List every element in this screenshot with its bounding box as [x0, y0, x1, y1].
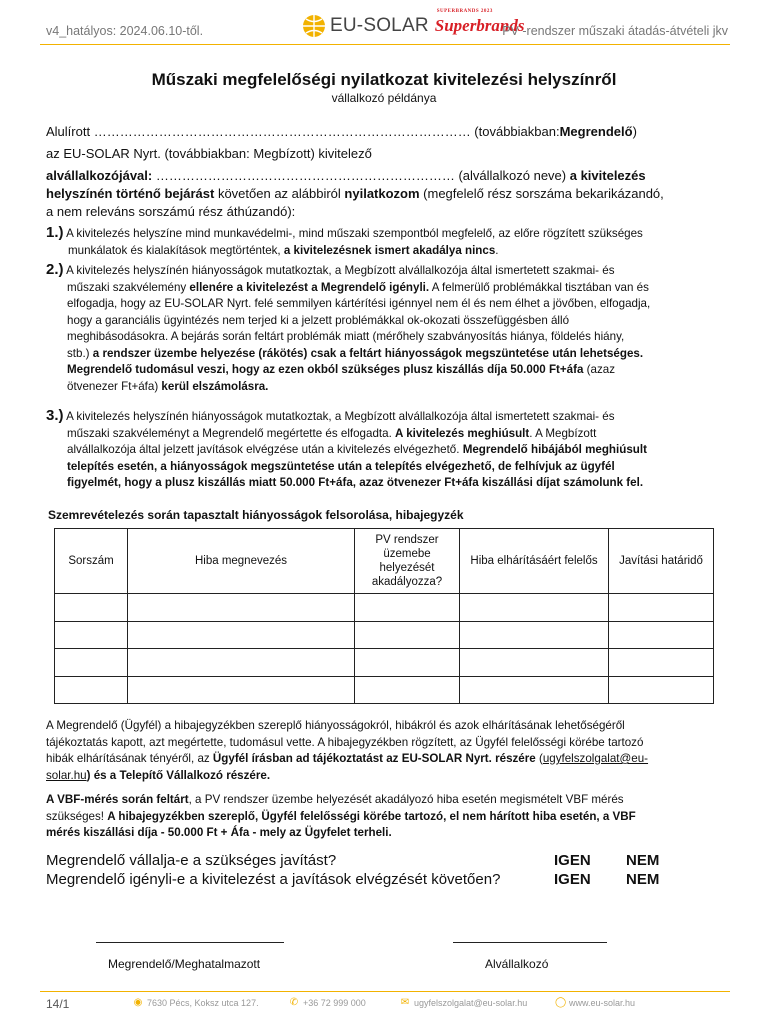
- table-cell[interactable]: [460, 676, 609, 704]
- table-cell[interactable]: [55, 676, 128, 704]
- table-cell[interactable]: [355, 594, 460, 622]
- globe-icon: ◯: [555, 997, 567, 1008]
- table-cell[interactable]: [128, 676, 355, 704]
- page-title: Műszaki megfelelőségi nyilatkozat kivitelezési helyszínről: [151, 70, 617, 89]
- customer-signature-line[interactable]: [96, 942, 284, 943]
- brand-name: EU-SOLAR: [330, 15, 429, 36]
- name-fill-line[interactable]: ……………………………………………………………………………: [93, 124, 471, 139]
- table-row: [55, 621, 714, 649]
- subcontractor-signature-label: Alvállalkozó: [485, 957, 549, 971]
- table-cell[interactable]: [609, 621, 714, 649]
- notice-paragraph-2: A VBF-mérés során feltárt, a PV rendszer üzembe helyezését akadályozó hiba esetén megismételt VBF mérés szükséges! A hibajegyzékben szereplő, Ügyfél felelősségi körébe tartozó, el nem hárított hiba esetén, a VBF mérés kiszállási díja - 50.000 Ft + Áfa - mely az Ügyfelet terheli.: [46, 793, 636, 839]
- statement-3: 3.) A kivitelezés helyszínén hiányosságok mutatkoztak, a Megbízott alvállalkozója által ismertetett szakmai- és műszaki szakvéleményt a Megrendelő megértette és elfogadta. A kivitelezés meghiúsult. A Megbízott alvállalkozója által jelzett javítások elvégzése után a kivitelezés elvégezhető. Megrendelő hibájából meghiúsult telepítés esetén, a hiányosságok megszüntetése után a telepítés elvégezhető, de felhívjuk az ügyfél figyelmét, hogy a plusz kiszállás miatt 50.000 Ft+áfa, azaz ötvenezer Ft+áfa kiszállási díjat számolunk fel.: [46, 407, 647, 489]
- table-cell[interactable]: [460, 649, 609, 677]
- footer-website[interactable]: ◯ www.eu-solar.hu: [555, 997, 636, 1008]
- notice-paragraph-1: A Megrendelő (Ügyfél) a hibajegyzékben szereplő hiányosságokról, hibákról és azok elhárításának lehetőségéről tájékoztatás kapott, azt megértette, tudomásul vette. A hibajegyzékben rögzített, az Ügyfél felelősségi körébe tartozó hibák elhárításának tényéről, az Ügyfél írásban ad tájékoztatást az EU-SOLAR Nyrt. részére (ugyfelszolgalat@eu- solar.hu) és a Telepítő Vállalkozó részére.: [46, 719, 649, 782]
- header-divider: [40, 44, 730, 45]
- statement-number: 2.): [46, 261, 64, 278]
- col-header-defect: Hiba megnevezés: [128, 529, 355, 594]
- defect-table: [54, 528, 714, 704]
- q1-no-option[interactable]: NEM: [626, 852, 660, 869]
- col-header-deadline: Javítási határidő: [609, 529, 714, 594]
- table-cell[interactable]: [128, 594, 355, 622]
- col-header-blocking: PV rendszer üzemebe helyezését akadályozza?: [355, 529, 460, 594]
- table-cell[interactable]: [128, 621, 355, 649]
- defect-table-title: Szemrevételezés során tapasztalt hiányosságok felsorolása, hibajegyzék: [48, 508, 464, 522]
- subcontractor-fill-line[interactable]: ……………………………………………………………: [155, 168, 455, 183]
- table-cell[interactable]: [55, 649, 128, 677]
- table-cell[interactable]: [355, 676, 460, 704]
- page-number: 14/1: [46, 997, 70, 1011]
- col-header-number: Sorszám: [55, 529, 128, 594]
- table-row: [55, 676, 714, 704]
- table-row: [55, 649, 714, 677]
- footer-phone: ✆ +36 72 999 000: [289, 997, 366, 1008]
- phone-icon: ✆: [289, 997, 299, 1008]
- logo: [302, 9, 525, 40]
- doc-title: PV -rendszer műszaki átadás-átvételi jkv: [502, 24, 728, 38]
- table-cell[interactable]: [460, 621, 609, 649]
- table-cell[interactable]: [609, 676, 714, 704]
- footer-address: ◉ 7630 Pécs, Koksz utca 127.: [133, 997, 259, 1008]
- intro-paragraph: Alulírott …………………………………………………………………………… (továbbiakban:Megrendelő) az EU-SOLAR Nyrt. (továbbiakban: Megbízott) kivitelező alvállalkozójával: …………………………………………………………… (alvállalkozó neve) a kivitelezés helyszínén történő bejárást követően az alábbiról nyilatkozom (megfelelő rész sorszáma bekarikázandó, a nem releváns sorszámú rész áthúzandó):: [46, 124, 664, 219]
- email-link-cont[interactable]: solar.hu: [46, 768, 87, 782]
- table-cell[interactable]: [128, 649, 355, 677]
- page-subtitle: vállalkozó példánya: [331, 91, 437, 105]
- question-2: Megrendelő igényli-e a kivitelezést a javítások elvégzését követően?: [46, 871, 501, 888]
- table-cell[interactable]: [355, 621, 460, 649]
- table-cell[interactable]: [460, 594, 609, 622]
- subcontractor-signature-line[interactable]: [453, 942, 607, 943]
- col-header-responsible: Hiba elhárításáért felelős: [460, 529, 609, 594]
- statement-1: 1.) A kivitelezés helyszíne mind munkavédelmi-, mind műszaki szempontból megfelelő, az előre rögzített szükséges munkálatok és kialakítások megtörténtek, a kivitelezésnek ismert akadálya nincs.: [46, 224, 643, 257]
- location-pin-icon: ◉: [133, 997, 143, 1008]
- question-1: Megrendelő vállalja-e a szükséges javítást?: [46, 852, 337, 869]
- table-cell[interactable]: [609, 594, 714, 622]
- statement-number: 3.): [46, 407, 64, 424]
- q1-yes-option[interactable]: IGEN: [554, 852, 591, 869]
- sun-logo-icon: [302, 14, 326, 38]
- superbrands-logo: SUPERBRANDS 2023 Superbrands: [434, 9, 525, 35]
- footer-divider: [40, 991, 730, 992]
- email-link[interactable]: ugyfelszolgalat@eu-: [542, 752, 649, 765]
- mail-icon: ✉: [400, 997, 410, 1008]
- statement-number: 1.): [46, 224, 64, 241]
- q2-yes-option[interactable]: IGEN: [554, 871, 591, 888]
- table-row: [55, 594, 714, 622]
- table-cell[interactable]: [609, 649, 714, 677]
- table-cell[interactable]: [55, 594, 128, 622]
- table-cell[interactable]: [355, 649, 460, 677]
- statement-2: 2.) A kivitelezés helyszínén hiányosságok mutatkoztak, a Megbízott alvállalkozója által ismertetett szakmai- és műszaki szakvélemény ellenére a kivitelezést a Megrendelő igényli. A felmerülő problémákkal tisztában van és elfogadja, hogy az EU-SOLAR Nyrt. felé semmilyen kártérítési igénnyel nem él és nem élhet a jövőben, elfogadja, hogy a garanciális ügyintézés nem terjed ki a jelzett problémákkal ok-okozati összefüggésben álló meghibásodásokra. A bejárás során feltárt problémák miatt (mérőhely szabványosítás hiánya, földelés hiány, stb.) a rendszer üzembe helyezése (rákötés) csak a feltárt hiányosságok megszüntetése után lehetséges. Megrendelő tudomásul veszi, hogy az ezen okból szükséges plusz kiszállás díja 50.000 Ft+áfa (azaz ötvenezer Ft+áfa) kerül elszámolásra.: [46, 261, 651, 393]
- table-cell[interactable]: [55, 621, 128, 649]
- q2-no-option[interactable]: NEM: [626, 871, 660, 888]
- customer-signature-label: Megrendelő/Meghatalmazott: [108, 957, 261, 971]
- footer-email[interactable]: ✉ ugyfelszolgalat@eu-solar.hu: [400, 997, 528, 1008]
- version-label: v4_hatályos: 2024.06.10-től.: [46, 24, 204, 38]
